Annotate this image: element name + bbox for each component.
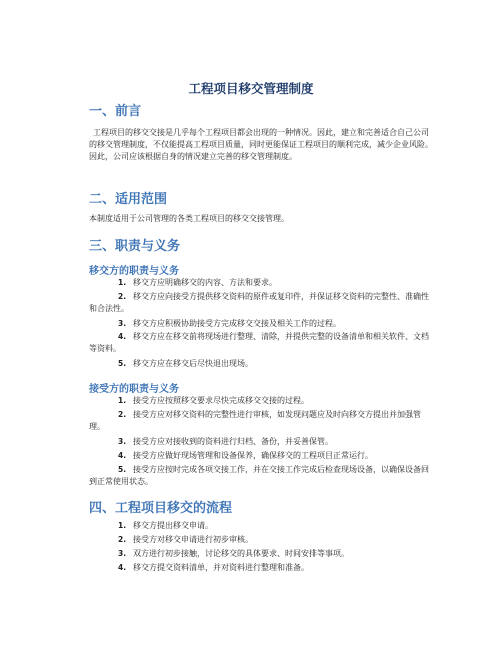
list-item-number: 4.: [118, 451, 127, 460]
list-item-number: 3.: [118, 319, 127, 328]
document-title: 工程项目移交管理制度: [188, 81, 314, 96]
list-item-number: 5.: [118, 359, 127, 368]
list-item-text: 移交方应明确移交的内容、方法和要求。: [133, 278, 277, 287]
list-item-number: 4.: [118, 332, 127, 341]
list-item-text: 移交方应在移交前将现场进行整理、清除，并提供完整的设备清单和相关软件、文档等资料。: [89, 332, 429, 353]
list-item-number: 1.: [118, 521, 127, 530]
list-item-text: 移交方应向接受方提供移交资料的原件或复印件，并保证移交资料的完整性、准确性和合法性。: [89, 292, 429, 313]
list-item-text: 接受方应按时完成各项交接工作，并在交接工作完成后检查现场设备，以确保设备回到正常使用状态。: [89, 465, 429, 486]
list-item-number: 3.: [118, 549, 127, 558]
section-heading-scope: 二、适用范围: [89, 192, 168, 207]
section-heading-duties: 三、职责与义务: [89, 239, 181, 254]
list-item-number: 1.: [118, 278, 127, 287]
list-item-text: 移交方提出移交申请。: [133, 521, 213, 530]
list-item-text: 接受方应对移交资料的完整性进行审核，如发现问题应及时向移交方提出并加强管理。: [89, 410, 421, 431]
list-item-number: 5.: [118, 465, 127, 474]
list-item-number: 1.: [118, 396, 127, 405]
list-item-number: 3.: [118, 437, 127, 446]
list-item-text: 移交方应积极协助接受方完成移交交接及相关工作的过程。: [133, 319, 341, 328]
list-item-text: 双方进行初步接触，讨论移交的具体要求、时间安排等事项。: [133, 549, 349, 558]
section-body-preface: 工程项目的移交交接是几乎每个工程项目都会出现的一种情况。因此，建立和完善适合自己公司的移交管理制度，不仅能提高工程项目质量，同时更能保证工程项目的顺利完成，减少企业风险。因此，公司应该根据自身的情况建立完善的移交管理制度。: [89, 128, 433, 161]
list-item-text: 接受方应对接收到的资料进行归档、备份，并妥善保管。: [133, 437, 333, 446]
list-item-text: 移交方提交资料清单，并对资料进行整理和准备。: [133, 563, 309, 572]
list-item-text: 接受方应按照移交要求尽快完成移交交接的过程。: [133, 396, 309, 405]
list-item-number: 2.: [118, 410, 127, 419]
list-item-number: 2.: [118, 535, 127, 544]
section-body-scope: 本制度适用于公司管理的各类工程项目的移交交接管理。: [89, 214, 289, 223]
subsection-heading-receiver: 接受方的职责与义务: [89, 384, 179, 395]
list-item-text: 接受方应做好现场管理和设备保养，确保移交的工程项目正常运行。: [133, 451, 373, 460]
list-item-number: 4.: [118, 563, 127, 572]
subsection-heading-transferor: 移交方的职责与义务: [89, 266, 179, 277]
section-heading-process: 四、工程项目移交的流程: [89, 501, 233, 516]
list-item-text: 接受方对移交申请进行初步审核。: [133, 535, 253, 544]
list-item-number: 2.: [118, 292, 127, 301]
section-heading-preface: 一、前言: [89, 104, 142, 119]
list-item-text: 移交方应在移交后尽快退出现场。: [133, 359, 253, 368]
